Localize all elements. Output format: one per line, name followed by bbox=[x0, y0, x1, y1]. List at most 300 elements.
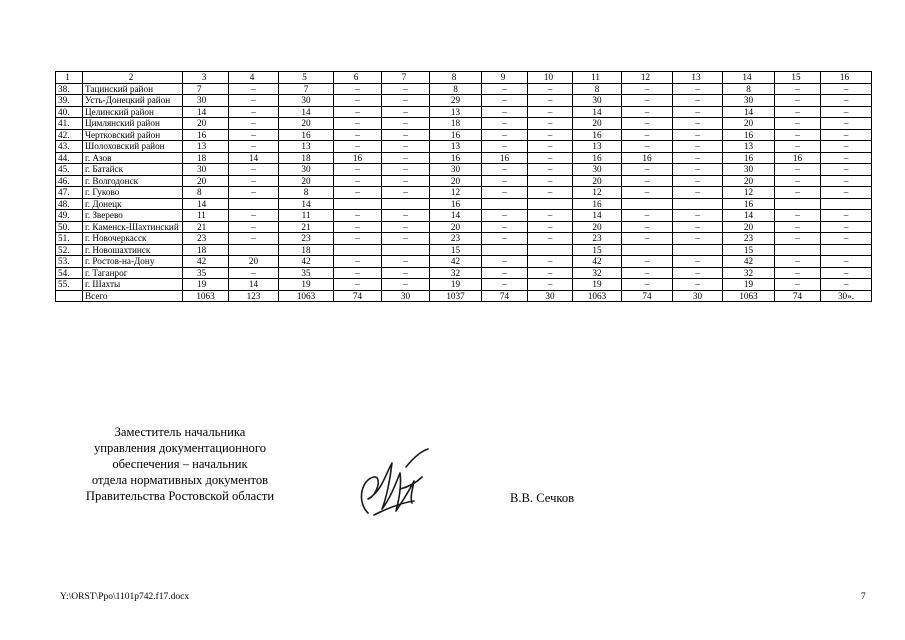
table-cell bbox=[622, 244, 673, 256]
table-cell: 14 bbox=[279, 106, 334, 118]
district-name: г. Зверево bbox=[83, 210, 183, 222]
table-cell: – bbox=[775, 267, 821, 279]
table-cell: – bbox=[673, 210, 723, 222]
table-cell: 20 bbox=[279, 175, 334, 187]
table-cell: 21 bbox=[279, 221, 334, 233]
table-cell bbox=[482, 198, 528, 210]
total-cell: 74 bbox=[775, 290, 821, 302]
row-number: 53. bbox=[56, 256, 83, 268]
table-cell: 23 bbox=[430, 233, 482, 245]
table-cell: 42 bbox=[279, 256, 334, 268]
table-cell: 13 bbox=[430, 106, 482, 118]
table-cell: 42 bbox=[723, 256, 775, 268]
table-cell: 11 bbox=[183, 210, 229, 222]
table-cell: – bbox=[775, 233, 821, 245]
table-cell: – bbox=[482, 95, 528, 107]
table-cell: – bbox=[821, 175, 872, 187]
table-cell: – bbox=[482, 279, 528, 291]
table-cell: – bbox=[622, 118, 673, 130]
table-cell: – bbox=[821, 164, 872, 176]
table-cell: 14 bbox=[229, 152, 279, 164]
table-cell: 20 bbox=[430, 221, 482, 233]
table-row bbox=[56, 95, 872, 107]
table-cell: – bbox=[673, 118, 723, 130]
header-row bbox=[56, 72, 872, 84]
table-cell: – bbox=[775, 221, 821, 233]
table-row bbox=[56, 83, 872, 95]
file-path: Y:\ORST\Ppo\1101p742.f17.docx bbox=[60, 592, 190, 602]
table-cell: 16 bbox=[723, 198, 775, 210]
table-cell: – bbox=[229, 106, 279, 118]
table-cell: 20 bbox=[279, 118, 334, 130]
table-row bbox=[56, 118, 872, 130]
table-cell: 16 bbox=[723, 152, 775, 164]
table-cell: – bbox=[775, 279, 821, 291]
table-cell: – bbox=[528, 210, 573, 222]
table-row bbox=[56, 198, 872, 210]
table-cell: – bbox=[334, 221, 382, 233]
table-cell: – bbox=[382, 256, 430, 268]
table-cell: – bbox=[229, 187, 279, 199]
column-header: 5 bbox=[279, 72, 334, 84]
table-cell: – bbox=[622, 210, 673, 222]
table-cell: 20 bbox=[723, 175, 775, 187]
table-cell bbox=[334, 198, 382, 210]
total-cell: 1037 bbox=[430, 290, 482, 302]
table-cell bbox=[673, 244, 723, 256]
table-cell: – bbox=[775, 210, 821, 222]
table-row bbox=[56, 187, 872, 199]
table-cell: – bbox=[622, 175, 673, 187]
table-cell: 14 bbox=[183, 198, 229, 210]
table-cell: 19 bbox=[723, 279, 775, 291]
table-cell: – bbox=[775, 118, 821, 130]
district-name: Чертковский район bbox=[83, 129, 183, 141]
table-cell: – bbox=[482, 164, 528, 176]
table-cell: – bbox=[821, 141, 872, 153]
table-cell: – bbox=[229, 210, 279, 222]
table-cell: – bbox=[821, 152, 872, 164]
table-cell: – bbox=[528, 221, 573, 233]
district-name: г. Шахты bbox=[83, 279, 183, 291]
total-spacer bbox=[56, 290, 83, 302]
table-cell: – bbox=[528, 175, 573, 187]
table-cell: – bbox=[821, 95, 872, 107]
table-cell: 16 bbox=[183, 129, 229, 141]
table-cell bbox=[775, 198, 821, 210]
table-row bbox=[56, 164, 872, 176]
table-cell: – bbox=[528, 106, 573, 118]
row-number: 39. bbox=[56, 95, 83, 107]
row-number: 44. bbox=[56, 152, 83, 164]
column-header: 12 bbox=[622, 72, 673, 84]
table-cell: – bbox=[382, 175, 430, 187]
table-cell: – bbox=[482, 141, 528, 153]
table-cell: – bbox=[528, 267, 573, 279]
table-cell: 15 bbox=[723, 244, 775, 256]
row-number: 38. bbox=[56, 83, 83, 95]
row-number: 49. bbox=[56, 210, 83, 222]
table-cell: 30 bbox=[279, 95, 334, 107]
position-line: обеспечения – начальник bbox=[112, 457, 248, 471]
table-cell bbox=[673, 198, 723, 210]
table-cell: – bbox=[775, 95, 821, 107]
table-cell: 32 bbox=[573, 267, 622, 279]
table-cell: – bbox=[528, 279, 573, 291]
table-cell: – bbox=[528, 152, 573, 164]
signer-name: В.В. Сечков bbox=[510, 491, 575, 505]
row-number: 52. bbox=[56, 244, 83, 256]
table-cell: – bbox=[482, 129, 528, 141]
table-cell: – bbox=[673, 141, 723, 153]
table-cell: 16 bbox=[279, 129, 334, 141]
row-number: 45. bbox=[56, 164, 83, 176]
table-cell: – bbox=[775, 187, 821, 199]
table-cell: – bbox=[334, 175, 382, 187]
table-cell: 42 bbox=[430, 256, 482, 268]
table-cell: – bbox=[821, 221, 872, 233]
table-cell: – bbox=[622, 95, 673, 107]
district-name: г. Ростов-на-Дону bbox=[83, 256, 183, 268]
total-cell: 30 bbox=[673, 290, 723, 302]
total-cell: 1063 bbox=[573, 290, 622, 302]
table-cell: – bbox=[673, 233, 723, 245]
table-cell: – bbox=[622, 279, 673, 291]
table-cell: 8 bbox=[183, 187, 229, 199]
column-header: 8 bbox=[430, 72, 482, 84]
table-row bbox=[56, 221, 872, 233]
table-cell: 14 bbox=[183, 106, 229, 118]
table-cell: 30 bbox=[183, 95, 229, 107]
table-cell: – bbox=[229, 118, 279, 130]
table-cell: 20 bbox=[183, 118, 229, 130]
table-row bbox=[56, 267, 872, 279]
total-cell: 1063 bbox=[183, 290, 229, 302]
table-cell: 23 bbox=[723, 233, 775, 245]
table-cell: – bbox=[482, 267, 528, 279]
table-cell bbox=[482, 244, 528, 256]
total-cell: 1063 bbox=[279, 290, 334, 302]
table-cell: – bbox=[334, 187, 382, 199]
table-cell bbox=[775, 244, 821, 256]
table-cell: – bbox=[673, 129, 723, 141]
district-name: г. Донецк bbox=[83, 198, 183, 210]
table-cell: 20 bbox=[430, 175, 482, 187]
table-cell: – bbox=[229, 83, 279, 95]
table-cell: 13 bbox=[723, 141, 775, 153]
table-cell: – bbox=[528, 118, 573, 130]
table-body bbox=[56, 72, 872, 302]
column-header: 2 bbox=[83, 72, 183, 84]
signatory-position bbox=[60, 424, 300, 504]
total-cell: 74 bbox=[334, 290, 382, 302]
table-cell: – bbox=[673, 256, 723, 268]
table-cell: – bbox=[334, 267, 382, 279]
column-header: 15 bbox=[775, 72, 821, 84]
table-cell: 35 bbox=[183, 267, 229, 279]
table-row bbox=[56, 256, 872, 268]
table-cell: 20 bbox=[723, 118, 775, 130]
table-cell: – bbox=[528, 141, 573, 153]
table-cell: – bbox=[382, 106, 430, 118]
table-cell: – bbox=[229, 175, 279, 187]
table-cell: – bbox=[528, 233, 573, 245]
table-cell bbox=[821, 198, 872, 210]
row-number: 42. bbox=[56, 129, 83, 141]
table-cell: – bbox=[382, 129, 430, 141]
column-header: 6 bbox=[334, 72, 382, 84]
table-cell: – bbox=[775, 129, 821, 141]
table-cell: – bbox=[482, 221, 528, 233]
table-cell: 12 bbox=[573, 187, 622, 199]
column-header: 14 bbox=[723, 72, 775, 84]
position-line: отдела нормативных документов bbox=[91, 473, 269, 487]
table-row bbox=[56, 233, 872, 245]
table-cell: – bbox=[775, 256, 821, 268]
total-cell: 123 bbox=[229, 290, 279, 302]
table-cell: 16 bbox=[430, 152, 482, 164]
table-cell: 13 bbox=[279, 141, 334, 153]
table-cell: – bbox=[382, 221, 430, 233]
table-cell: 16 bbox=[334, 152, 382, 164]
table-cell: – bbox=[334, 210, 382, 222]
column-header: 10 bbox=[528, 72, 573, 84]
table-cell: 20 bbox=[229, 256, 279, 268]
table-cell: – bbox=[382, 210, 430, 222]
table-cell: 32 bbox=[723, 267, 775, 279]
table-cell: – bbox=[382, 233, 430, 245]
table-cell: 13 bbox=[430, 141, 482, 153]
table-cell: – bbox=[528, 256, 573, 268]
table-cell: 30 bbox=[573, 164, 622, 176]
column-header: 9 bbox=[482, 72, 528, 84]
table-cell: – bbox=[334, 279, 382, 291]
column-header: 11 bbox=[573, 72, 622, 84]
row-number: 43. bbox=[56, 141, 83, 153]
table-cell: – bbox=[229, 164, 279, 176]
table-cell: – bbox=[775, 164, 821, 176]
district-name: г. Батайск bbox=[83, 164, 183, 176]
table-cell: 30 bbox=[430, 164, 482, 176]
table-cell: 30 bbox=[723, 164, 775, 176]
column-header: 3 bbox=[183, 72, 229, 84]
table-cell: 30 bbox=[573, 95, 622, 107]
table-cell: 14 bbox=[723, 106, 775, 118]
table-cell: – bbox=[334, 118, 382, 130]
table-cell: 23 bbox=[573, 233, 622, 245]
total-label: Всего bbox=[83, 290, 183, 302]
table-cell: 16 bbox=[430, 198, 482, 210]
column-header: 7 bbox=[382, 72, 430, 84]
column-header: 1 bbox=[56, 72, 83, 84]
table-cell: 16 bbox=[622, 152, 673, 164]
handwritten-signature bbox=[352, 443, 437, 523]
table-cell bbox=[382, 198, 430, 210]
total-cell: 1063 bbox=[723, 290, 775, 302]
table-cell bbox=[334, 244, 382, 256]
table-cell: 16 bbox=[482, 152, 528, 164]
table-cell: 19 bbox=[430, 279, 482, 291]
table-cell: 15 bbox=[573, 244, 622, 256]
table-cell: 8 bbox=[723, 83, 775, 95]
district-name: г. Новошахтинск bbox=[83, 244, 183, 256]
table-cell: 19 bbox=[279, 279, 334, 291]
table-cell: – bbox=[673, 187, 723, 199]
table-cell: 13 bbox=[183, 141, 229, 153]
table-cell: – bbox=[382, 141, 430, 153]
district-name: г. Каменск-Шахтинский bbox=[83, 221, 183, 233]
table-cell: – bbox=[528, 187, 573, 199]
district-name: Цимлянский район bbox=[83, 118, 183, 130]
table-cell: 8 bbox=[573, 83, 622, 95]
table-cell: 18 bbox=[183, 152, 229, 164]
district-name: г. Новочеркасск bbox=[83, 233, 183, 245]
table-cell: 18 bbox=[279, 152, 334, 164]
table-cell bbox=[229, 198, 279, 210]
table-cell: 14 bbox=[573, 106, 622, 118]
district-name: Тацинский район bbox=[83, 83, 183, 95]
table-cell: – bbox=[382, 152, 430, 164]
table-cell: 16 bbox=[573, 198, 622, 210]
table-cell bbox=[229, 244, 279, 256]
row-number: 54. bbox=[56, 267, 83, 279]
table-cell: – bbox=[482, 118, 528, 130]
table-cell: – bbox=[482, 210, 528, 222]
position-line: Заместитель начальника bbox=[114, 425, 246, 439]
table-cell: 18 bbox=[430, 118, 482, 130]
table-cell: – bbox=[382, 83, 430, 95]
row-number: 47. bbox=[56, 187, 83, 199]
table-cell: – bbox=[622, 221, 673, 233]
column-header: 4 bbox=[229, 72, 279, 84]
row-number: 46. bbox=[56, 175, 83, 187]
table-cell: – bbox=[482, 175, 528, 187]
table-cell: – bbox=[229, 221, 279, 233]
table-cell: 14 bbox=[573, 210, 622, 222]
table-cell: 23 bbox=[279, 233, 334, 245]
table-cell: – bbox=[821, 279, 872, 291]
table-cell: 35 bbox=[279, 267, 334, 279]
column-header: 13 bbox=[673, 72, 723, 84]
table-cell: 14 bbox=[430, 210, 482, 222]
district-name: Шолоховский район bbox=[83, 141, 183, 153]
page-number: 7 bbox=[861, 592, 866, 602]
table-cell: – bbox=[673, 221, 723, 233]
table-cell: – bbox=[334, 83, 382, 95]
table-row bbox=[56, 210, 872, 222]
table-cell: – bbox=[622, 164, 673, 176]
table-cell: 14 bbox=[229, 279, 279, 291]
statistics-table bbox=[55, 71, 872, 302]
table-cell: 23 bbox=[183, 233, 229, 245]
table-cell: 19 bbox=[573, 279, 622, 291]
position-line: управления документационного bbox=[93, 441, 267, 455]
table-row bbox=[56, 129, 872, 141]
table-cell: 15 bbox=[430, 244, 482, 256]
district-name: г. Таганрог bbox=[83, 267, 183, 279]
table-cell: – bbox=[334, 95, 382, 107]
table-cell: 18 bbox=[183, 244, 229, 256]
district-name: г. Волгодонск bbox=[83, 175, 183, 187]
table-cell: – bbox=[482, 187, 528, 199]
table-cell: – bbox=[382, 187, 430, 199]
table-cell: – bbox=[528, 83, 573, 95]
table-cell: 16 bbox=[775, 152, 821, 164]
table-cell: – bbox=[821, 233, 872, 245]
table-cell: – bbox=[528, 129, 573, 141]
table-cell: – bbox=[673, 279, 723, 291]
table-cell: – bbox=[622, 267, 673, 279]
table-cell: – bbox=[821, 187, 872, 199]
table-cell: – bbox=[229, 267, 279, 279]
table-cell: – bbox=[482, 256, 528, 268]
table-cell: – bbox=[334, 233, 382, 245]
table-cell: – bbox=[382, 118, 430, 130]
table-cell: – bbox=[821, 118, 872, 130]
table-cell: 42 bbox=[183, 256, 229, 268]
table-cell: – bbox=[673, 164, 723, 176]
table-cell: 13 bbox=[573, 141, 622, 153]
table-cell: 16 bbox=[573, 129, 622, 141]
table-cell bbox=[622, 198, 673, 210]
table-cell: – bbox=[229, 95, 279, 107]
table-cell: – bbox=[528, 95, 573, 107]
table-cell: 20 bbox=[573, 118, 622, 130]
table-cell: 21 bbox=[183, 221, 229, 233]
table-cell: – bbox=[821, 267, 872, 279]
total-cell: 30». bbox=[821, 290, 872, 302]
table-cell: 20 bbox=[573, 221, 622, 233]
table-cell: 8 bbox=[430, 83, 482, 95]
table-cell: 16 bbox=[430, 129, 482, 141]
table-cell: 16 bbox=[723, 129, 775, 141]
row-number: 55. bbox=[56, 279, 83, 291]
row-number: 40. bbox=[56, 106, 83, 118]
table-cell: – bbox=[622, 233, 673, 245]
table-cell: – bbox=[382, 267, 430, 279]
table-cell: – bbox=[673, 152, 723, 164]
table-cell: 12 bbox=[430, 187, 482, 199]
table-cell: – bbox=[334, 141, 382, 153]
table-cell: – bbox=[821, 129, 872, 141]
table-cell: – bbox=[622, 83, 673, 95]
table-cell: 32 bbox=[430, 267, 482, 279]
table-cell: 30 bbox=[183, 164, 229, 176]
table-cell: – bbox=[673, 95, 723, 107]
table-cell: – bbox=[622, 106, 673, 118]
table-cell: 11 bbox=[279, 210, 334, 222]
table-cell: 30 bbox=[723, 95, 775, 107]
table-cell: 14 bbox=[279, 198, 334, 210]
table-cell: – bbox=[229, 233, 279, 245]
row-number: 41. bbox=[56, 118, 83, 130]
table-cell: 12 bbox=[723, 187, 775, 199]
table-cell: – bbox=[382, 279, 430, 291]
position-line: Правительства Ростовской области bbox=[85, 489, 275, 503]
table-cell: – bbox=[775, 83, 821, 95]
table-cell: 42 bbox=[573, 256, 622, 268]
row-number: 48. bbox=[56, 198, 83, 210]
table-cell: – bbox=[622, 129, 673, 141]
table-row bbox=[56, 244, 872, 256]
table-cell: – bbox=[821, 210, 872, 222]
table-cell: 18 bbox=[279, 244, 334, 256]
table-cell: – bbox=[229, 129, 279, 141]
table-row bbox=[56, 106, 872, 118]
table-cell: – bbox=[229, 141, 279, 153]
table-cell bbox=[382, 244, 430, 256]
table-cell: – bbox=[334, 106, 382, 118]
